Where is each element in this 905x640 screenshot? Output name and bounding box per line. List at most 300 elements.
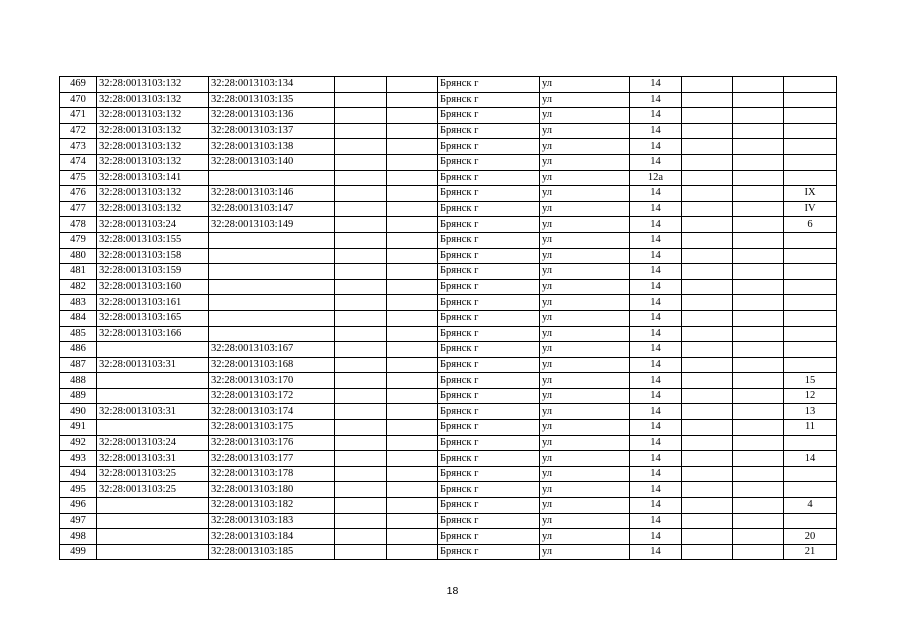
empty-cell-d [733,420,784,436]
empty-cell-a [335,154,387,170]
street-type-cell: ул [540,451,630,467]
empty-cell-a [335,357,387,373]
parent-cadastral-number-cell [97,388,209,404]
city-cell: Брянск г [438,357,540,373]
parent-cadastral-number-cell: 32:28:0013103:132 [97,108,209,124]
table-row [60,404,837,420]
parent-cadastral-number-cell: 32:28:0013103:161 [97,295,209,311]
premises-number-cell [784,435,837,451]
premises-number-cell [784,513,837,529]
empty-cell-a [335,513,387,529]
page-number: 18 [446,585,459,597]
empty-cell-b [387,326,438,342]
empty-cell-c [682,92,733,108]
parent-cadastral-number-cell [97,342,209,358]
table-row [60,295,837,311]
table-row [60,232,837,248]
empty-cell-b [387,186,438,202]
house-number-cell: 14 [630,279,682,295]
city-cell: Брянск г [438,529,540,545]
city-cell: Брянск г [438,248,540,264]
empty-cell-d [733,92,784,108]
empty-cell-b [387,295,438,311]
street-type-cell: ул [540,92,630,108]
empty-cell-b [387,279,438,295]
empty-cell-c [682,466,733,482]
empty-cell-a [335,217,387,233]
empty-cell-c [682,139,733,155]
row-number-cell: 498 [60,529,97,545]
cadastral-number-cell: 32:28:0013103:174 [209,404,335,420]
empty-cell-b [387,529,438,545]
premises-number-cell: 21 [784,544,837,560]
street-type-cell: ул [540,435,630,451]
house-number-cell: 14 [630,232,682,248]
parent-cadastral-number-cell [97,498,209,514]
cadastral-number-cell: 32:28:0013103:134 [209,77,335,93]
premises-number-cell [784,482,837,498]
table-row [60,482,837,498]
empty-cell-c [682,388,733,404]
street-type-cell: ул [540,295,630,311]
parent-cadastral-number-cell: 32:28:0013103:31 [97,404,209,420]
empty-cell-d [733,264,784,280]
row-number-cell: 486 [60,342,97,358]
street-type-cell: ул [540,498,630,514]
row-number-cell: 472 [60,123,97,139]
row-number-cell: 494 [60,466,97,482]
empty-cell-d [733,139,784,155]
empty-cell-a [335,544,387,560]
empty-cell-d [733,248,784,264]
empty-cell-c [682,482,733,498]
premises-number-cell [784,264,837,280]
parent-cadastral-number-cell: 32:28:0013103:165 [97,310,209,326]
house-number-cell: 14 [630,513,682,529]
empty-cell-b [387,357,438,373]
row-number-cell: 476 [60,186,97,202]
table-row [60,310,837,326]
house-number-cell: 14 [630,498,682,514]
empty-cell-c [682,279,733,295]
row-number-cell: 474 [60,154,97,170]
city-cell: Брянск г [438,92,540,108]
table-row [60,466,837,482]
house-number-cell: 14 [630,529,682,545]
cadastral-number-cell: 32:28:0013103:182 [209,498,335,514]
empty-cell-c [682,232,733,248]
parent-cadastral-number-cell: 32:28:0013103:132 [97,92,209,108]
table-row [60,217,837,233]
cadastral-number-cell [209,170,335,186]
empty-cell-d [733,451,784,467]
premises-number-cell: IV [784,201,837,217]
empty-cell-a [335,248,387,264]
empty-cell-d [733,201,784,217]
premises-number-cell: 14 [784,451,837,467]
row-number-cell: 477 [60,201,97,217]
parent-cadastral-number-cell [97,373,209,389]
city-cell: Брянск г [438,264,540,280]
empty-cell-c [682,529,733,545]
row-number-cell: 499 [60,544,97,560]
row-number-cell: 469 [60,77,97,93]
empty-cell-d [733,154,784,170]
empty-cell-c [682,123,733,139]
row-number-cell: 478 [60,217,97,233]
empty-cell-d [733,108,784,124]
house-number-cell: 14 [630,217,682,233]
empty-cell-b [387,92,438,108]
empty-cell-a [335,420,387,436]
table-row [60,513,837,529]
empty-cell-c [682,295,733,311]
house-number-cell: 14 [630,357,682,373]
street-type-cell: ул [540,77,630,93]
parent-cadastral-number-cell: 32:28:0013103:31 [97,357,209,373]
empty-cell-c [682,310,733,326]
table-row [60,108,837,124]
street-type-cell: ул [540,420,630,436]
empty-cell-d [733,310,784,326]
parent-cadastral-number-cell: 32:28:0013103:132 [97,123,209,139]
empty-cell-d [733,342,784,358]
cadastral-number-cell: 32:28:0013103:140 [209,154,335,170]
table-row [60,201,837,217]
parent-cadastral-number-cell: 32:28:0013103:132 [97,201,209,217]
premises-number-cell [784,326,837,342]
empty-cell-d [733,217,784,233]
premises-number-cell: 11 [784,420,837,436]
empty-cell-d [733,388,784,404]
parent-cadastral-number-cell: 32:28:0013103:132 [97,139,209,155]
empty-cell-b [387,108,438,124]
street-type-cell: ул [540,466,630,482]
premises-number-cell [784,154,837,170]
empty-cell-c [682,357,733,373]
house-number-cell: 14 [630,404,682,420]
cadastral-number-cell: 32:28:0013103:176 [209,435,335,451]
parent-cadastral-number-cell: 32:28:0013103:132 [97,154,209,170]
house-number-cell: 14 [630,92,682,108]
parent-cadastral-number-cell [97,420,209,436]
cadastral-number-cell: 32:28:0013103:175 [209,420,335,436]
empty-cell-c [682,373,733,389]
empty-cell-c [682,217,733,233]
empty-cell-d [733,279,784,295]
table-row [60,186,837,202]
empty-cell-d [733,435,784,451]
premises-number-cell [784,77,837,93]
parent-cadastral-number-cell: 32:28:0013103:132 [97,186,209,202]
house-number-cell: 14 [630,451,682,467]
premises-number-cell [784,139,837,155]
row-number-cell: 491 [60,420,97,436]
empty-cell-c [682,201,733,217]
table-row [60,77,837,93]
empty-cell-a [335,92,387,108]
premises-number-cell: 6 [784,217,837,233]
premises-number-cell [784,170,837,186]
empty-cell-b [387,513,438,529]
empty-cell-a [335,482,387,498]
row-number-cell: 470 [60,92,97,108]
empty-cell-b [387,435,438,451]
street-type-cell: ул [540,357,630,373]
empty-cell-a [335,451,387,467]
city-cell: Брянск г [438,482,540,498]
house-number-cell: 14 [630,310,682,326]
table-row [60,544,837,560]
cadastral-number-cell: 32:28:0013103:183 [209,513,335,529]
empty-cell-d [733,295,784,311]
table-row [60,498,837,514]
cadastral-number-cell: 32:28:0013103:167 [209,342,335,358]
cadastral-number-cell: 32:28:0013103:146 [209,186,335,202]
city-cell: Брянск г [438,326,540,342]
city-cell: Брянск г [438,310,540,326]
row-number-cell: 484 [60,310,97,326]
cadastral-number-cell: 32:28:0013103:147 [209,201,335,217]
table-row [60,529,837,545]
house-number-cell: 14 [630,108,682,124]
empty-cell-a [335,342,387,358]
empty-cell-c [682,264,733,280]
empty-cell-d [733,186,784,202]
cadastral-number-cell: 32:28:0013103:177 [209,451,335,467]
street-type-cell: ул [540,388,630,404]
house-number-cell: 14 [630,248,682,264]
empty-cell-b [387,264,438,280]
row-number-cell: 493 [60,451,97,467]
cadastral-number-cell [209,264,335,280]
table-row [60,139,837,155]
city-cell: Брянск г [438,108,540,124]
row-number-cell: 481 [60,264,97,280]
parent-cadastral-number-cell [97,544,209,560]
premises-number-cell [784,248,837,264]
street-type-cell: ул [540,326,630,342]
empty-cell-d [733,466,784,482]
empty-cell-a [335,326,387,342]
table-row [60,451,837,467]
empty-cell-d [733,404,784,420]
row-number-cell: 495 [60,482,97,498]
premises-number-cell [784,295,837,311]
empty-cell-a [335,108,387,124]
row-number-cell: 482 [60,279,97,295]
empty-cell-a [335,295,387,311]
city-cell: Брянск г [438,279,540,295]
empty-cell-b [387,544,438,560]
street-type-cell: ул [540,186,630,202]
street-type-cell: ул [540,154,630,170]
empty-cell-c [682,108,733,124]
house-number-cell: 14 [630,544,682,560]
empty-cell-c [682,186,733,202]
house-number-cell: 14 [630,466,682,482]
parent-cadastral-number-cell: 32:28:0013103:160 [97,279,209,295]
street-type-cell: ул [540,248,630,264]
empty-cell-a [335,170,387,186]
city-cell: Брянск г [438,466,540,482]
empty-cell-b [387,77,438,93]
premises-number-cell: 4 [784,498,837,514]
street-type-cell: ул [540,108,630,124]
city-cell: Брянск г [438,154,540,170]
premises-number-cell [784,357,837,373]
city-cell: Брянск г [438,77,540,93]
premises-number-cell [784,342,837,358]
premises-number-cell [784,232,837,248]
empty-cell-d [733,326,784,342]
city-cell: Брянск г [438,404,540,420]
empty-cell-d [733,232,784,248]
empty-cell-a [335,77,387,93]
premises-number-cell [784,466,837,482]
street-type-cell: ул [540,513,630,529]
empty-cell-a [335,435,387,451]
house-number-cell: 14 [630,201,682,217]
parent-cadastral-number-cell: 32:28:0013103:155 [97,232,209,248]
empty-cell-b [387,310,438,326]
city-cell: Брянск г [438,186,540,202]
empty-cell-d [733,529,784,545]
cadastral-number-cell: 32:28:0013103:184 [209,529,335,545]
empty-cell-a [335,139,387,155]
row-number-cell: 488 [60,373,97,389]
empty-cell-a [335,123,387,139]
row-number-cell: 475 [60,170,97,186]
empty-cell-b [387,248,438,264]
empty-cell-b [387,232,438,248]
parent-cadastral-number-cell: 32:28:0013103:132 [97,77,209,93]
house-number-cell: 14 [630,420,682,436]
city-cell: Брянск г [438,435,540,451]
row-number-cell: 480 [60,248,97,264]
empty-cell-a [335,279,387,295]
city-cell: Брянск г [438,420,540,436]
city-cell: Брянск г [438,342,540,358]
cadastral-number-cell: 32:28:0013103:168 [209,357,335,373]
empty-cell-c [682,77,733,93]
cadastral-number-cell: 32:28:0013103:185 [209,544,335,560]
empty-cell-c [682,513,733,529]
row-number-cell: 485 [60,326,97,342]
empty-cell-d [733,513,784,529]
city-cell: Брянск г [438,498,540,514]
empty-cell-c [682,451,733,467]
premises-number-cell [784,279,837,295]
table-body [60,77,837,560]
empty-cell-c [682,498,733,514]
house-number-cell: 14 [630,482,682,498]
empty-cell-b [387,466,438,482]
empty-cell-a [335,201,387,217]
city-cell: Брянск г [438,217,540,233]
empty-cell-a [335,466,387,482]
city-cell: Брянск г [438,451,540,467]
street-type-cell: ул [540,217,630,233]
parent-cadastral-number-cell: 32:28:0013103:31 [97,451,209,467]
city-cell: Брянск г [438,513,540,529]
city-cell: Брянск г [438,232,540,248]
row-number-cell: 492 [60,435,97,451]
city-cell: Брянск г [438,139,540,155]
table-row [60,357,837,373]
house-number-cell: 14 [630,295,682,311]
street-type-cell: ул [540,310,630,326]
house-number-cell: 14 [630,342,682,358]
empty-cell-c [682,435,733,451]
street-type-cell: ул [540,232,630,248]
empty-cell-d [733,77,784,93]
table-row [60,420,837,436]
street-type-cell: ул [540,544,630,560]
premises-number-cell: 15 [784,373,837,389]
parent-cadastral-number-cell: 32:28:0013103:25 [97,466,209,482]
premises-number-cell: 20 [784,529,837,545]
empty-cell-b [387,482,438,498]
house-number-cell: 14 [630,139,682,155]
cadastral-number-cell [209,232,335,248]
city-cell: Брянск г [438,373,540,389]
parent-cadastral-number-cell: 32:28:0013103:159 [97,264,209,280]
cadastral-number-cell: 32:28:0013103:172 [209,388,335,404]
street-type-cell: ул [540,482,630,498]
street-type-cell: ул [540,139,630,155]
city-cell: Брянск г [438,201,540,217]
cadastral-table [59,76,837,560]
cadastral-number-cell [209,295,335,311]
empty-cell-c [682,248,733,264]
house-number-cell: 14 [630,123,682,139]
empty-cell-d [733,123,784,139]
empty-cell-c [682,544,733,560]
row-number-cell: 487 [60,357,97,373]
cadastral-number-cell: 32:28:0013103:178 [209,466,335,482]
table-row [60,92,837,108]
row-number-cell: 496 [60,498,97,514]
cadastral-number-cell: 32:28:0013103:149 [209,217,335,233]
house-number-cell: 14 [630,186,682,202]
table-row [60,154,837,170]
table-row [60,170,837,186]
city-cell: Брянск г [438,123,540,139]
cadastral-number-cell: 32:28:0013103:180 [209,482,335,498]
row-number-cell: 490 [60,404,97,420]
row-number-cell: 497 [60,513,97,529]
cadastral-number-cell: 32:28:0013103:135 [209,92,335,108]
table-row [60,435,837,451]
cadastral-number-cell: 32:28:0013103:170 [209,373,335,389]
empty-cell-d [733,498,784,514]
empty-cell-b [387,420,438,436]
parent-cadastral-number-cell: 32:28:0013103:24 [97,217,209,233]
empty-cell-b [387,139,438,155]
street-type-cell: ул [540,201,630,217]
street-type-cell: ул [540,170,630,186]
premises-number-cell [784,108,837,124]
empty-cell-a [335,529,387,545]
house-number-cell: 14 [630,388,682,404]
row-number-cell: 479 [60,232,97,248]
premises-number-cell: 13 [784,404,837,420]
empty-cell-b [387,498,438,514]
empty-cell-b [387,154,438,170]
street-type-cell: ул [540,529,630,545]
street-type-cell: ул [540,373,630,389]
